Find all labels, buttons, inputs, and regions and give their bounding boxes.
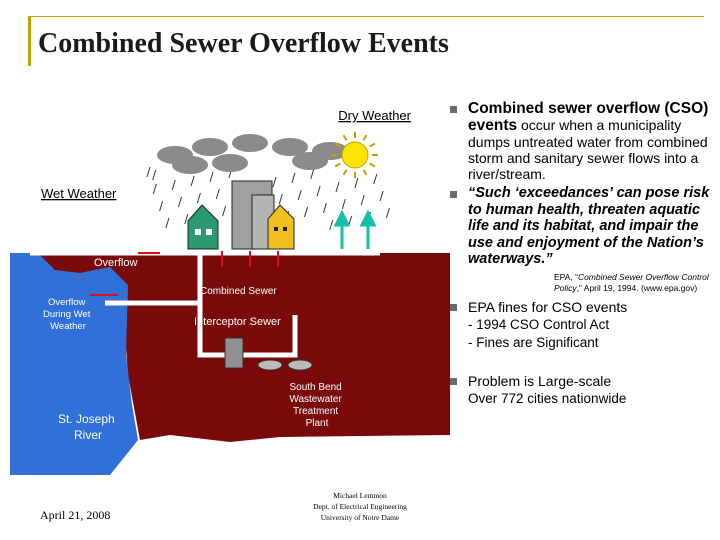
rain-streak: [179, 197, 182, 207]
cloud-puff: [192, 138, 228, 156]
cso-diagram: [10, 95, 450, 475]
rain-streak: [374, 174, 377, 184]
title-rule: [28, 16, 704, 17]
overflow-during-wet-line: Weather: [50, 321, 86, 332]
river-line: St. Joseph: [57, 412, 115, 426]
rain-streak: [185, 214, 188, 224]
evaporation-arrows: [336, 213, 374, 249]
rain-streak: [311, 169, 314, 179]
epa-citation: [450, 272, 715, 294]
cloud-puff: [172, 156, 208, 174]
treatment-plant-line: Plant: [305, 418, 329, 429]
rain-streak: [305, 207, 308, 217]
city-buildings: [188, 181, 294, 249]
bullet-cso-definition: [450, 100, 715, 182]
rain-streak: [336, 182, 339, 192]
bullet-epa-fines: [450, 298, 715, 352]
epa-fines-sub-1: - 1994 CSO Control Act: [468, 316, 610, 332]
credit-line: University of Notre Dame: [320, 513, 400, 522]
rain-streak: [292, 173, 295, 183]
rain-streak: [323, 203, 326, 213]
overflow-during-wet-label: [43, 297, 93, 332]
sun-ray: [335, 164, 340, 167]
bullet-list: [450, 100, 715, 408]
rain-streak: [172, 180, 175, 190]
citation-suffix: ,” April 19, 1994. (www.epa.gov): [576, 282, 698, 293]
cso-definition: occur when a municipality dumps untreated water from combined storm and sanitary sewer flows into a river/stream.: [468, 117, 708, 182]
bullet-marker: [450, 106, 457, 113]
sun-ray: [344, 170, 347, 175]
epa-fines-sub-2: - Fines are Significant: [468, 334, 599, 350]
house-window: [206, 229, 212, 235]
bullet-marker: [450, 378, 457, 385]
combined-sewer-label: Combined Sewer: [200, 286, 277, 297]
rain-streak: [160, 201, 163, 211]
overflow-during-wet-line: Overflow: [47, 297, 86, 308]
sun-ray: [344, 135, 347, 140]
credit-line: Michael Lemmon: [333, 491, 387, 500]
cloud-puff: [232, 134, 268, 152]
plant-box: [225, 338, 243, 368]
title-accent-bar: [28, 16, 31, 66]
rain-streak: [273, 177, 276, 187]
treatment-plant-line: Wastewater: [289, 394, 342, 405]
sun-ray: [370, 144, 375, 147]
bullet-epa-quote: [450, 185, 715, 268]
rain-streak: [166, 218, 169, 228]
rain-streak: [317, 186, 320, 196]
house-window: [283, 227, 287, 231]
dry-weather-label: Dry Weather: [338, 108, 411, 123]
interceptor-sewer-label: Interceptor Sewer: [194, 316, 281, 328]
rain-streak: [216, 189, 219, 199]
rain-streak: [153, 184, 156, 194]
sun-ray: [364, 170, 367, 175]
bullet-marker: [450, 191, 457, 198]
cloud-icons: [157, 134, 348, 174]
rain-streak: [298, 190, 301, 200]
green-arrow-head: [336, 213, 348, 225]
cso-term: Combined sewer overflow (CSO) events: [468, 100, 709, 134]
cloud-puff: [292, 152, 328, 170]
citation-prefix: EPA, “: [554, 271, 578, 282]
large-scale-sub: Over 772 cities nationwide: [468, 390, 627, 406]
rain-streak: [223, 206, 226, 216]
bullet-large-scale: [450, 372, 715, 408]
rain-streak: [355, 178, 358, 188]
footer-credit: [295, 490, 425, 523]
treatment-plant-line: South Bend: [289, 382, 342, 393]
epa-quote: “Such ‘exceedances’ can pose risk to human health, threaten aquatic life and its habitat, and impair the use and enjoyment of the Nation’s waterways.”: [468, 185, 710, 267]
rain-streak: [153, 170, 156, 180]
rain-streak: [210, 172, 213, 182]
rain-streak: [380, 191, 383, 201]
treatment-plant-line: Treatment: [293, 406, 339, 417]
river-line: River: [73, 428, 103, 442]
citation-title: Combined Sewer Overflow Control Policy: [554, 271, 709, 293]
credit-line: Dept. of Electrical Engineering: [313, 502, 407, 511]
green-arrow-head: [362, 213, 374, 225]
plant-tank: [288, 360, 312, 370]
rain-streak: [279, 194, 282, 204]
rain-streak: [342, 199, 345, 209]
rain-streak: [386, 208, 389, 218]
cloud-puff: [212, 154, 248, 172]
house-window: [195, 229, 201, 235]
sun-ray: [370, 164, 375, 167]
plant-tank: [258, 360, 282, 370]
green-house: [188, 205, 218, 249]
sun-disc: [342, 142, 368, 168]
bullet-marker: [450, 304, 457, 311]
rain-streak: [197, 193, 200, 203]
overflow-label: Overflow: [94, 257, 138, 269]
rain-streak: [361, 195, 364, 205]
wet-weather-label: Wet Weather: [41, 186, 117, 201]
overflow-during-wet-line: During Wet: [43, 309, 91, 320]
large-scale-text: Problem is Large-scale: [468, 372, 612, 389]
slide-title: Combined Sewer Overflow Events: [38, 28, 449, 59]
rain-streak: [147, 167, 150, 177]
house-window: [274, 227, 278, 231]
rain-streak: [191, 176, 194, 186]
epa-fines-text: EPA fines for CSO events: [468, 298, 628, 315]
rain-streak: [330, 220, 333, 230]
footer-date: April 21, 2008: [40, 508, 111, 522]
sun-ray: [364, 135, 367, 140]
